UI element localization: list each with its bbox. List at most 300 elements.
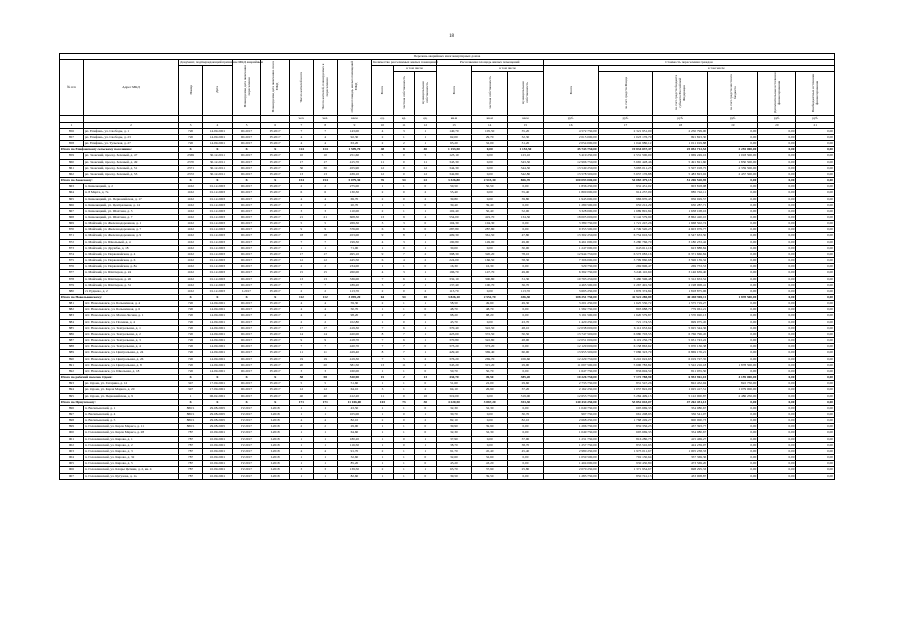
- table-cell: 10 793 250,00: [543, 276, 598, 282]
- table-cell: 900 000,73: [653, 418, 708, 424]
- col-residents-header: Число жителей всего: [289, 60, 313, 116]
- table-cell: 0: [415, 405, 436, 411]
- table-cell: 12: [372, 171, 393, 177]
- table-cell: 1162: [179, 184, 203, 190]
- table-cell: 0,00: [758, 178, 796, 184]
- table-cell: 20,70: [337, 202, 372, 208]
- table-cell: 0: [393, 245, 414, 251]
- address-cell: пгт. Новольвовск, ул. Школьная, д. 18: [83, 368, 178, 374]
- table-cell: 35,20: [508, 128, 544, 134]
- table-cell: 1: [372, 381, 393, 387]
- table-cell: 38,70: [436, 442, 472, 448]
- table-cell: 30: [289, 165, 313, 171]
- table-cell: 0,00: [758, 233, 796, 239]
- address-cell: п. Каменецкий, д. 2: [83, 184, 178, 190]
- table-cell: 1: [415, 338, 436, 344]
- table-cell: 5 483 823,02: [653, 171, 708, 177]
- table-cell: 30.12.2011: [203, 171, 233, 177]
- table-cell: 4: [289, 196, 313, 202]
- table-cell: 424 239,07: [653, 442, 708, 448]
- table-cell: 7: [289, 282, 313, 288]
- col-plan-demol-header: Планируемая дата окончания сноса МКД: [261, 60, 290, 116]
- table-title: Перечень аварийных многоквартирных домов: [60, 54, 835, 60]
- table-cell: 7: [372, 276, 393, 282]
- table-cell: 7 306 000,00: [543, 258, 598, 264]
- table-cell: III.2017: [232, 214, 261, 220]
- table-cell: 1: [415, 208, 436, 214]
- table-cell: 886: [60, 331, 84, 337]
- table-cell: 0: [393, 418, 414, 424]
- table-cell: 14.09.2001: [203, 338, 233, 344]
- table-cell: 64,10: [337, 387, 372, 393]
- table-cell: 4: [313, 141, 337, 147]
- table-cell: 695 669,33: [598, 430, 653, 436]
- table-cell: 10.09.2001: [203, 436, 233, 442]
- table-cell: 859 356,23: [598, 424, 653, 430]
- table-cell: 6 953 961,10: [653, 375, 708, 381]
- table-cell: 18: [289, 233, 313, 239]
- table-cell: 0,00: [796, 239, 835, 245]
- table-cell: 0,00: [796, 128, 835, 134]
- table-cell: 862: [60, 171, 84, 177]
- table-cell: 40: [313, 393, 337, 399]
- table-cell: 0,00: [796, 375, 835, 381]
- table-cell: 0,00: [708, 467, 758, 473]
- table-cell: 69,70: [337, 196, 372, 202]
- table-cell: 0,00: [758, 214, 796, 220]
- table-cell: 269 753,53: [653, 264, 708, 270]
- table-cell: 0,00: [758, 442, 796, 448]
- table-cell: IV.2017: [261, 245, 290, 251]
- table-cell: 47,80: [508, 233, 544, 239]
- table-cell: 0,00: [758, 356, 796, 362]
- table-cell: 891: [60, 362, 84, 368]
- table-cell: 787: [179, 442, 203, 448]
- table-cell: 0: [393, 393, 414, 399]
- table-cell: IV.2017: [261, 264, 290, 270]
- table-cell: 866: [60, 202, 84, 208]
- table-cell: 1: [372, 455, 393, 461]
- col-address-header: Адрес МКД: [83, 60, 178, 116]
- table-cell: 0,00: [758, 430, 796, 436]
- table-cell: 914 257,09: [598, 190, 653, 196]
- table-cell: 0: [415, 264, 436, 270]
- table-cell: IV.2017: [261, 196, 290, 202]
- table-cell: 01.12.2003: [203, 251, 233, 257]
- table-cell: 0,00: [796, 245, 835, 251]
- table-cell: 32,60: [436, 455, 472, 461]
- table-cell: 2 531 500,00: [598, 153, 653, 159]
- table-cell: 1 625 530,72: [598, 301, 653, 307]
- table-cell: 6 119 256,78: [598, 338, 653, 344]
- address-cell: п. Каменецкий, ул. Первомайская, д. 17: [83, 196, 178, 202]
- table-cell: 12: [289, 387, 313, 393]
- table-cell: 50,70: [472, 368, 508, 374]
- table-cell: 11: [415, 159, 436, 165]
- table-cell: 39,90: [436, 424, 472, 430]
- table-cell: 554,00: [436, 214, 472, 220]
- table-cell: 720: [179, 356, 203, 362]
- table-cell: I.2018: [261, 473, 290, 479]
- table-cell: 608,30: [337, 214, 372, 220]
- table-cell: IV.2017: [232, 411, 261, 417]
- table-cell: 0,00: [758, 375, 796, 381]
- table-cell: 14.09.2001: [203, 319, 233, 325]
- table-cell: 48,00: [508, 338, 544, 344]
- table-cell: 1 025 417,51: [653, 387, 708, 393]
- table-cell: 1: [393, 473, 414, 479]
- table-cell: 2: [289, 202, 313, 208]
- table-cell: 868: [60, 214, 84, 220]
- table-cell: 2 250 799,00: [653, 128, 708, 134]
- table-cell: 0,00: [508, 455, 544, 461]
- table-cell: III.2017: [232, 165, 261, 171]
- table-cell: X: [261, 399, 290, 405]
- col-cost-fund-header: за счет средств Фонда: [598, 72, 653, 116]
- table-cell: 3 146 639,40: [653, 270, 708, 276]
- table-cell: 1: [313, 461, 337, 467]
- table-cell: 880/1: [179, 424, 203, 430]
- table-cell: 0,00: [796, 455, 835, 461]
- table-cell: 0: [393, 436, 414, 442]
- table-cell: 2370: [179, 159, 203, 165]
- table-cell: I.2018: [261, 467, 290, 473]
- table-cell: 59,30: [337, 301, 372, 307]
- table-cell: 0,00: [708, 178, 758, 184]
- table-cell: 473 569,20: [653, 461, 708, 467]
- table-cell: 6 754 616,50: [598, 233, 653, 239]
- table-cell: 956 029,57: [653, 196, 708, 202]
- table-cell: 0,00: [472, 319, 508, 325]
- table-cell: 875: [60, 258, 84, 264]
- table-cell: 721 174,55: [598, 319, 653, 325]
- table-cell: 0,00: [796, 208, 835, 214]
- address-cell: п. Васильевский, д. 4: [83, 411, 178, 417]
- table-cell: X: [232, 295, 261, 301]
- table-cell: 901: [60, 436, 84, 442]
- table-cell: 5 419 250,00: [543, 153, 598, 159]
- table-cell: 6: [313, 190, 337, 196]
- table-cell: 103: [372, 399, 393, 405]
- table-cell: 345,20: [436, 362, 472, 368]
- table-cell: 1: [372, 184, 393, 190]
- table-cell: 6 158 863,62: [598, 344, 653, 350]
- table-cell: 2 551,70: [472, 295, 508, 301]
- table-cell: 811 055,50: [653, 368, 708, 374]
- unit-cell: руб.: [543, 116, 598, 122]
- table-row: [60, 473, 835, 479]
- table-cell: 7 086 323,79: [598, 350, 653, 356]
- table-cell: 353,30: [508, 399, 544, 405]
- table-cell: 10.09.2001: [203, 455, 233, 461]
- table-cell: III.2017: [232, 153, 261, 159]
- table-cell: 29.08.2005: [203, 418, 233, 424]
- table-cell: 1 582 750,00: [543, 307, 598, 313]
- col-rooms-total-header: Всего: [372, 66, 393, 116]
- address-cell: п. Майский, ул. Школьный, д. 4: [83, 239, 178, 245]
- table-cell: 82,10: [508, 418, 544, 424]
- table-cell: IV.2017: [261, 227, 290, 233]
- table-cell: 22: [415, 178, 436, 184]
- table-cell: 3: [393, 128, 414, 134]
- table-cell: 0,00: [796, 134, 835, 140]
- table-cell: IV.2017: [261, 214, 290, 220]
- table-cell: IV.2017: [261, 344, 290, 350]
- table-cell: 1: [313, 455, 337, 461]
- table-cell: 50,50: [508, 331, 544, 337]
- table-cell: III.2017: [232, 350, 261, 356]
- table-cell: 0,00: [708, 276, 758, 282]
- table-cell: 29,90: [508, 362, 544, 368]
- table-cell: 0,00: [796, 325, 835, 331]
- table-cell: 45,40: [508, 448, 544, 454]
- table-cell: 1: [372, 319, 393, 325]
- table-cell: 1 638 108,16: [653, 208, 708, 214]
- table-cell: 29.08.2005: [203, 411, 233, 417]
- table-cell: III.2017: [232, 381, 261, 387]
- table-cell: 55,40: [436, 190, 472, 196]
- table-cell: 720: [179, 134, 203, 140]
- table-cell: 50,50: [472, 184, 508, 190]
- table-cell: III.2017: [232, 368, 261, 374]
- table-cell: 373,20: [472, 344, 508, 350]
- table-cell: 0,00: [708, 270, 758, 276]
- table-cell: 30,00: [436, 245, 472, 251]
- table-cell: 13: [372, 214, 393, 220]
- table-cell: 30.12.2011: [203, 153, 233, 159]
- table-cell: 4: [313, 418, 337, 424]
- table-cell: 16,30: [436, 264, 472, 270]
- table-cell: 0,00: [796, 344, 835, 350]
- table-cell: 01.12.2003: [203, 288, 233, 294]
- address-cell: пгт. Новольвовск, ул. Театральная, д. 1: [83, 325, 178, 331]
- table-cell: IV.2017: [261, 134, 290, 140]
- table-cell: 0,00: [708, 473, 758, 479]
- table-cell: 39,40: [436, 202, 472, 208]
- table-cell: 76: [372, 178, 393, 184]
- table-cell: 269,30: [337, 221, 372, 227]
- table-cell: 62,00: [436, 134, 472, 140]
- column-number-cell: 15: [508, 122, 544, 128]
- unit-cell: чел.: [289, 116, 313, 122]
- table-cell: 1 059 500,00: [543, 455, 598, 461]
- table-cell: III.2017: [232, 171, 261, 177]
- table-cell: 0,00: [472, 159, 508, 165]
- table-cell: 26,90: [472, 387, 508, 393]
- table-cell: IV.2017: [261, 325, 290, 331]
- table-cell: 1 023 176,70: [598, 134, 653, 140]
- table-cell: 0,00: [796, 295, 835, 301]
- table-cell: 6 392 750,00: [543, 270, 598, 276]
- table-cell: 12 129 000,00: [543, 344, 598, 350]
- table-cell: 0,00: [796, 393, 835, 399]
- table-cell: I.2018: [261, 411, 290, 417]
- table-cell: 3: [372, 387, 393, 393]
- table-cell: 720: [179, 344, 203, 350]
- table-cell: 5 522 216,18: [653, 362, 708, 368]
- table-cell: 867: [60, 208, 84, 214]
- table-cell: 6 210 022,65: [598, 356, 653, 362]
- table-cell: 9: [372, 251, 393, 257]
- table-cell: 14.09.2001: [203, 134, 233, 140]
- table-cell: 10: [289, 153, 313, 159]
- table-cell: 0,00: [708, 301, 758, 307]
- table-cell: 420,00: [337, 331, 372, 337]
- table-cell: 14.09.2001: [203, 331, 233, 337]
- table-cell: 1: [372, 411, 393, 417]
- table-cell: 1 668 502,74: [653, 221, 708, 227]
- table-cell: 0,00: [472, 165, 508, 171]
- table-cell: 39,40: [472, 202, 508, 208]
- table-cell: 0,00: [796, 159, 835, 165]
- table-cell: 8: [372, 350, 393, 356]
- table-cell: 12: [289, 258, 313, 264]
- table-cell: 892: [60, 368, 84, 374]
- table-cell: 251,60: [337, 153, 372, 159]
- table-cell: 398,30: [436, 251, 472, 257]
- table-cell: 1: [415, 442, 436, 448]
- table-cell: 3: [313, 368, 337, 374]
- table-cell: 42 522 280,89: [598, 295, 653, 301]
- table-cell: 8: [372, 331, 393, 337]
- table-cell: 2: [393, 375, 414, 381]
- table-cell: III.2017: [232, 227, 261, 233]
- table-cell: 7: [313, 128, 337, 134]
- table-cell: 0: [393, 190, 414, 196]
- col-area-group-header: Расселяемая площадь жилых помещений: [436, 60, 543, 66]
- table-cell: 37,90: [472, 467, 508, 473]
- table-cell: 0,00: [758, 344, 796, 350]
- table-cell: X: [179, 375, 203, 381]
- table-cell: 343,30: [508, 159, 544, 165]
- table-cell: 453,00: [337, 233, 372, 239]
- table-cell: 880/1: [179, 418, 203, 424]
- table-cell: 0,00: [708, 455, 758, 461]
- table-cell: 0,00: [796, 467, 835, 473]
- table-cell: 1 599,70: [337, 147, 372, 153]
- table-cell: 2372: [179, 171, 203, 177]
- table-cell: 1: [393, 184, 414, 190]
- table-cell: 0,00: [796, 288, 835, 294]
- table-cell: 55,40: [508, 190, 544, 196]
- table-cell: 01.12.2003: [203, 196, 233, 202]
- table-cell: 2: [313, 288, 337, 294]
- table-cell: 1 830 500,00: [708, 159, 758, 165]
- table-cell: 1162: [179, 258, 203, 264]
- table-cell: 0,00: [508, 307, 544, 313]
- table-cell: 30,70: [436, 411, 472, 417]
- table-cell: III.2017: [232, 338, 261, 344]
- table-cell: X: [232, 147, 261, 153]
- table-cell: 702 130,64: [598, 455, 653, 461]
- table-cell: 18: [313, 233, 337, 239]
- table-cell: 275,00: [337, 184, 372, 190]
- table-cell: 0,00: [508, 184, 544, 190]
- table-cell: III.2017: [232, 258, 261, 264]
- col-rooms-municipal-header: муниципальная собственность: [415, 72, 436, 116]
- table-cell: 420,70: [337, 344, 372, 350]
- table-cell: 0,00: [796, 411, 835, 417]
- table-cell: IV.2017: [232, 461, 261, 467]
- table-cell: 134,30: [508, 214, 544, 220]
- table-cell: 2: [372, 196, 393, 202]
- table-cell: 354 080,67: [653, 405, 708, 411]
- table-cell: 1 049 750,00: [543, 405, 598, 411]
- table-cell: IV.2017: [232, 418, 261, 424]
- table-cell: 0,00: [708, 196, 758, 202]
- table-cell: 5: [372, 153, 393, 159]
- table-cell: 0,00: [708, 134, 758, 140]
- table-cell: 100,70: [472, 282, 508, 288]
- table-cell: 30.12.2011: [203, 159, 233, 165]
- table-cell: I.2018: [261, 424, 290, 430]
- table-cell: 864: [60, 190, 84, 196]
- table-cell: IV.2017: [261, 270, 290, 276]
- table-cell: III.2017: [232, 264, 261, 270]
- table-cell: 870: [60, 227, 84, 233]
- table-cell: 52,00: [508, 208, 544, 214]
- table-cell: 1: [313, 442, 337, 448]
- table-cell: 3 246 110,60: [598, 270, 653, 276]
- table-cell: 0,00: [708, 461, 758, 467]
- table-cell: 3 328 000,00: [543, 208, 598, 214]
- table-cell: 6 573 083,16: [598, 251, 653, 257]
- table-cell: 0: [415, 344, 436, 350]
- table-cell: 1: [393, 461, 414, 467]
- table-cell: 0,00: [758, 208, 796, 214]
- table-cell: 0,00: [472, 411, 508, 417]
- table-cell: 269 996,47: [598, 264, 653, 270]
- table-cell: 13 302 250,00: [543, 233, 598, 239]
- table-cell: IV.2017: [261, 381, 290, 387]
- unit-cell: кв.м: [508, 116, 544, 122]
- table-cell: 14: [313, 331, 337, 337]
- table-cell: 0: [415, 430, 436, 436]
- table-cell: 29.08.2005: [203, 405, 233, 411]
- table-cell: 1162: [179, 239, 203, 245]
- table-cell: 01.12.2003: [203, 282, 233, 288]
- table-cell: 0,00: [508, 264, 544, 270]
- table-cell: 12 996 750,00: [543, 159, 598, 165]
- unit-cell: чел.: [313, 116, 337, 122]
- table-cell: 0,00: [758, 338, 796, 344]
- table-cell: IV.2017: [232, 442, 261, 448]
- col-cost-region-header: за счет средств бюджета субъекта Российской Федерации: [653, 72, 708, 116]
- table-cell: 1: [415, 301, 436, 307]
- table-cell: 13: [313, 276, 337, 282]
- table-cell: 495,10: [337, 251, 372, 257]
- table-cell: 10.09.2001: [203, 461, 233, 467]
- address-cell: пгт. Новольвовск, ул. Театральная, д. 4: [83, 344, 178, 350]
- table-cell: 315,20: [472, 362, 508, 368]
- table-cell: 1: [313, 245, 337, 251]
- table-cell: 3 095,20: [337, 295, 372, 301]
- table-cell: 32,60: [472, 455, 508, 461]
- table-cell: 7: [313, 282, 337, 288]
- column-number-cell: 13: [436, 122, 472, 128]
- table-cell: 0,00: [758, 405, 796, 411]
- table-cell: 871: [60, 233, 84, 239]
- table-cell: 3: [393, 239, 414, 245]
- table-cell: III.2017: [232, 301, 261, 307]
- address-cell: п. Головлинский, ул. Карла Маркса, д. 11: [83, 424, 178, 430]
- table-cell: 0,00: [508, 227, 544, 233]
- table-cell: 14.09.2001: [203, 362, 233, 368]
- table-cell: 2 980 250,00: [543, 448, 598, 454]
- page-number: 18: [449, 34, 454, 39]
- table-cell: 3: [289, 208, 313, 214]
- table-cell: 0,00: [796, 313, 835, 319]
